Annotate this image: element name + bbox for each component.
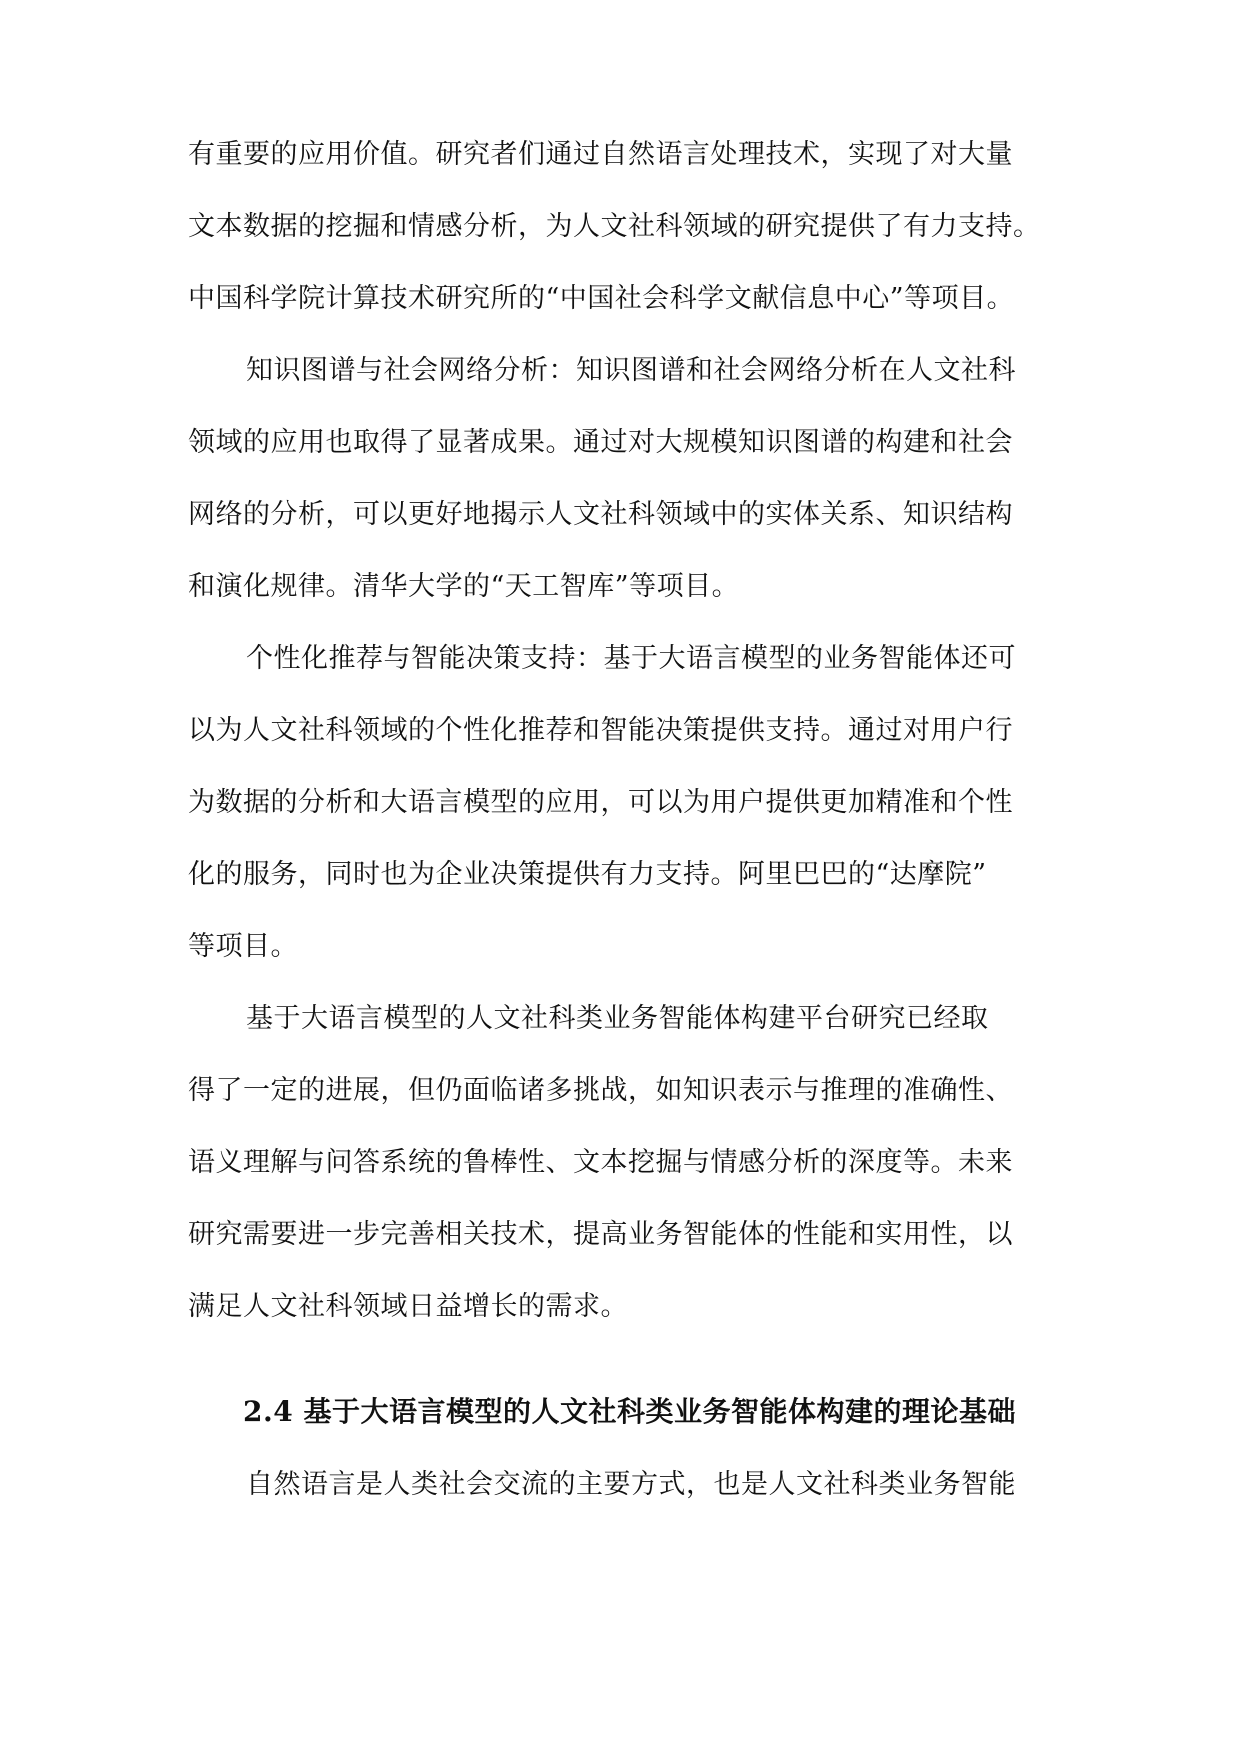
paragraph-line: 有重要的应用价值。研究者们通过自然语言处理技术，实现了对大量 [188, 139, 1013, 170]
paragraph-line: 得了一定的进展，但仍面临诸多挑战，如知识表示与推理的准确性、 [188, 1075, 1013, 1106]
paragraph-line: 自然语言是人类社会交流的主要方式，也是人文社科类业务智能 [246, 1469, 1016, 1500]
paragraph-line: 满足人文社科领域日益增长的需求。 [188, 1291, 628, 1322]
paragraph-line: 研究需要进一步完善相关技术，提高业务智能体的性能和实用性，以 [188, 1219, 1013, 1250]
paragraph-line: 个性化推荐与智能决策支持：基于大语言模型的业务智能体还可 [246, 643, 1016, 674]
paragraph-line: 化的服务，同时也为企业决策提供有力支持。阿里巴巴的“达摩院” [188, 859, 987, 890]
paragraph-line: 基于大语言模型的人文社科类业务智能体构建平台研究已经取 [246, 1003, 989, 1034]
paragraph-line: 文本数据的挖掘和情感分析，为人文社科领域的研究提供了有力支持。 [188, 211, 1041, 242]
paragraph-line: 和演化规律。清华大学的“天工智库”等项目。 [188, 571, 740, 602]
paragraph-line: 领域的应用也取得了显著成果。通过对大规模知识图谱的构建和社会 [188, 427, 1013, 458]
section-heading: 2.4 基于大语言模型的人文社科类业务智能体构建的理论基础 [243, 1395, 1016, 1428]
paragraph-line: 等项目。 [188, 931, 298, 962]
paragraph-line: 以为人文社科领域的个性化推荐和智能决策提供支持。通过对用户行 [188, 715, 1013, 746]
paragraph-line: 语义理解与问答系统的鲁棒性、文本挖掘与情感分析的深度等。未来 [188, 1147, 1013, 1178]
paragraph-line: 中国科学院计算技术研究所的“中国社会科学文献信息中心”等项目。 [188, 283, 1015, 314]
paragraph-line: 知识图谱与社会网络分析：知识图谱和社会网络分析在人文社科 [246, 355, 1016, 386]
paragraph-line: 为数据的分析和大语言模型的应用，可以为用户提供更加精准和个性 [188, 787, 1013, 818]
paragraph-line: 网络的分析，可以更好地揭示人文社科领域中的实体关系、知识结构 [188, 499, 1013, 530]
